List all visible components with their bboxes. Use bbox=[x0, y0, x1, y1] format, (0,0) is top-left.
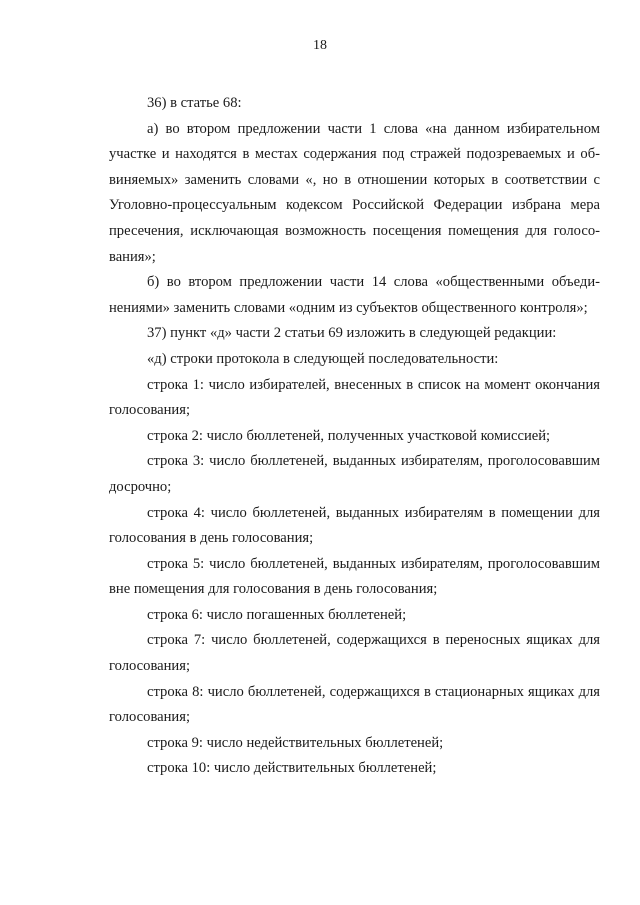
protocol-line-10: строка 10: число действительных бюллетеней; bbox=[147, 760, 437, 777]
protocol-line-5: строка 5: число бюллетеней, выданных избирателям, проголосовавшим вне помещения для голосования в день голосования; bbox=[109, 555, 600, 598]
paragraph-37d-intro: «д) строки протокола в следующей последовательности: bbox=[147, 350, 499, 367]
protocol-line-2: строка 2: число бюллетеней, полученных участковой комиссией; bbox=[147, 427, 551, 444]
paragraph-37-header: 37) пункт «д» части 2 статьи 69 изложить в следующей редакции: bbox=[147, 325, 557, 342]
protocol-line-7: строка 7: число бюллетеней, содержащихся в переносных ящиках для голосования; bbox=[109, 632, 600, 675]
page-number: 18 bbox=[313, 38, 327, 53]
protocol-line-8: строка 8: число бюллетеней, содержащихся в стационарных ящиках для голосования; bbox=[109, 683, 600, 726]
protocol-line-3: строка 3: число бюллетеней, выданных избирателям, проголосовавшим досрочно; bbox=[109, 453, 600, 495]
protocol-line-6: строка 6: число погашенных бюллетеней; bbox=[147, 606, 407, 623]
document-body bbox=[109, 91, 600, 782]
paragraph-36a: а) во втором предложении части 1 слова «на данном избирательном участке и находятся в местах содержания под стражей подозреваемых и обвиняемых» заменить словами «, но в отношении которых в соответствии с Уголовно-процессуальным кодексом Российской Федерации избрана мера пресечения, исключающая возможность посещения помещения для голосования»; bbox=[109, 120, 600, 265]
paragraph-36-header: 36) в статье 68: bbox=[147, 95, 242, 111]
protocol-line-9: строка 9: число недействительных бюллетеней; bbox=[147, 734, 444, 751]
protocol-line-4: строка 4: число бюллетеней, выданных избирателям в помещении для голосования в день голосования; bbox=[109, 504, 600, 547]
paragraph-36b: б) во втором предложении части 14 слова «общественными объединениями» заменить словами «одним из субъектов общественного контроля»; bbox=[109, 274, 600, 316]
protocol-line-1: строка 1: число избирателей, внесенных в список на момент окончания голосования; bbox=[109, 376, 600, 419]
